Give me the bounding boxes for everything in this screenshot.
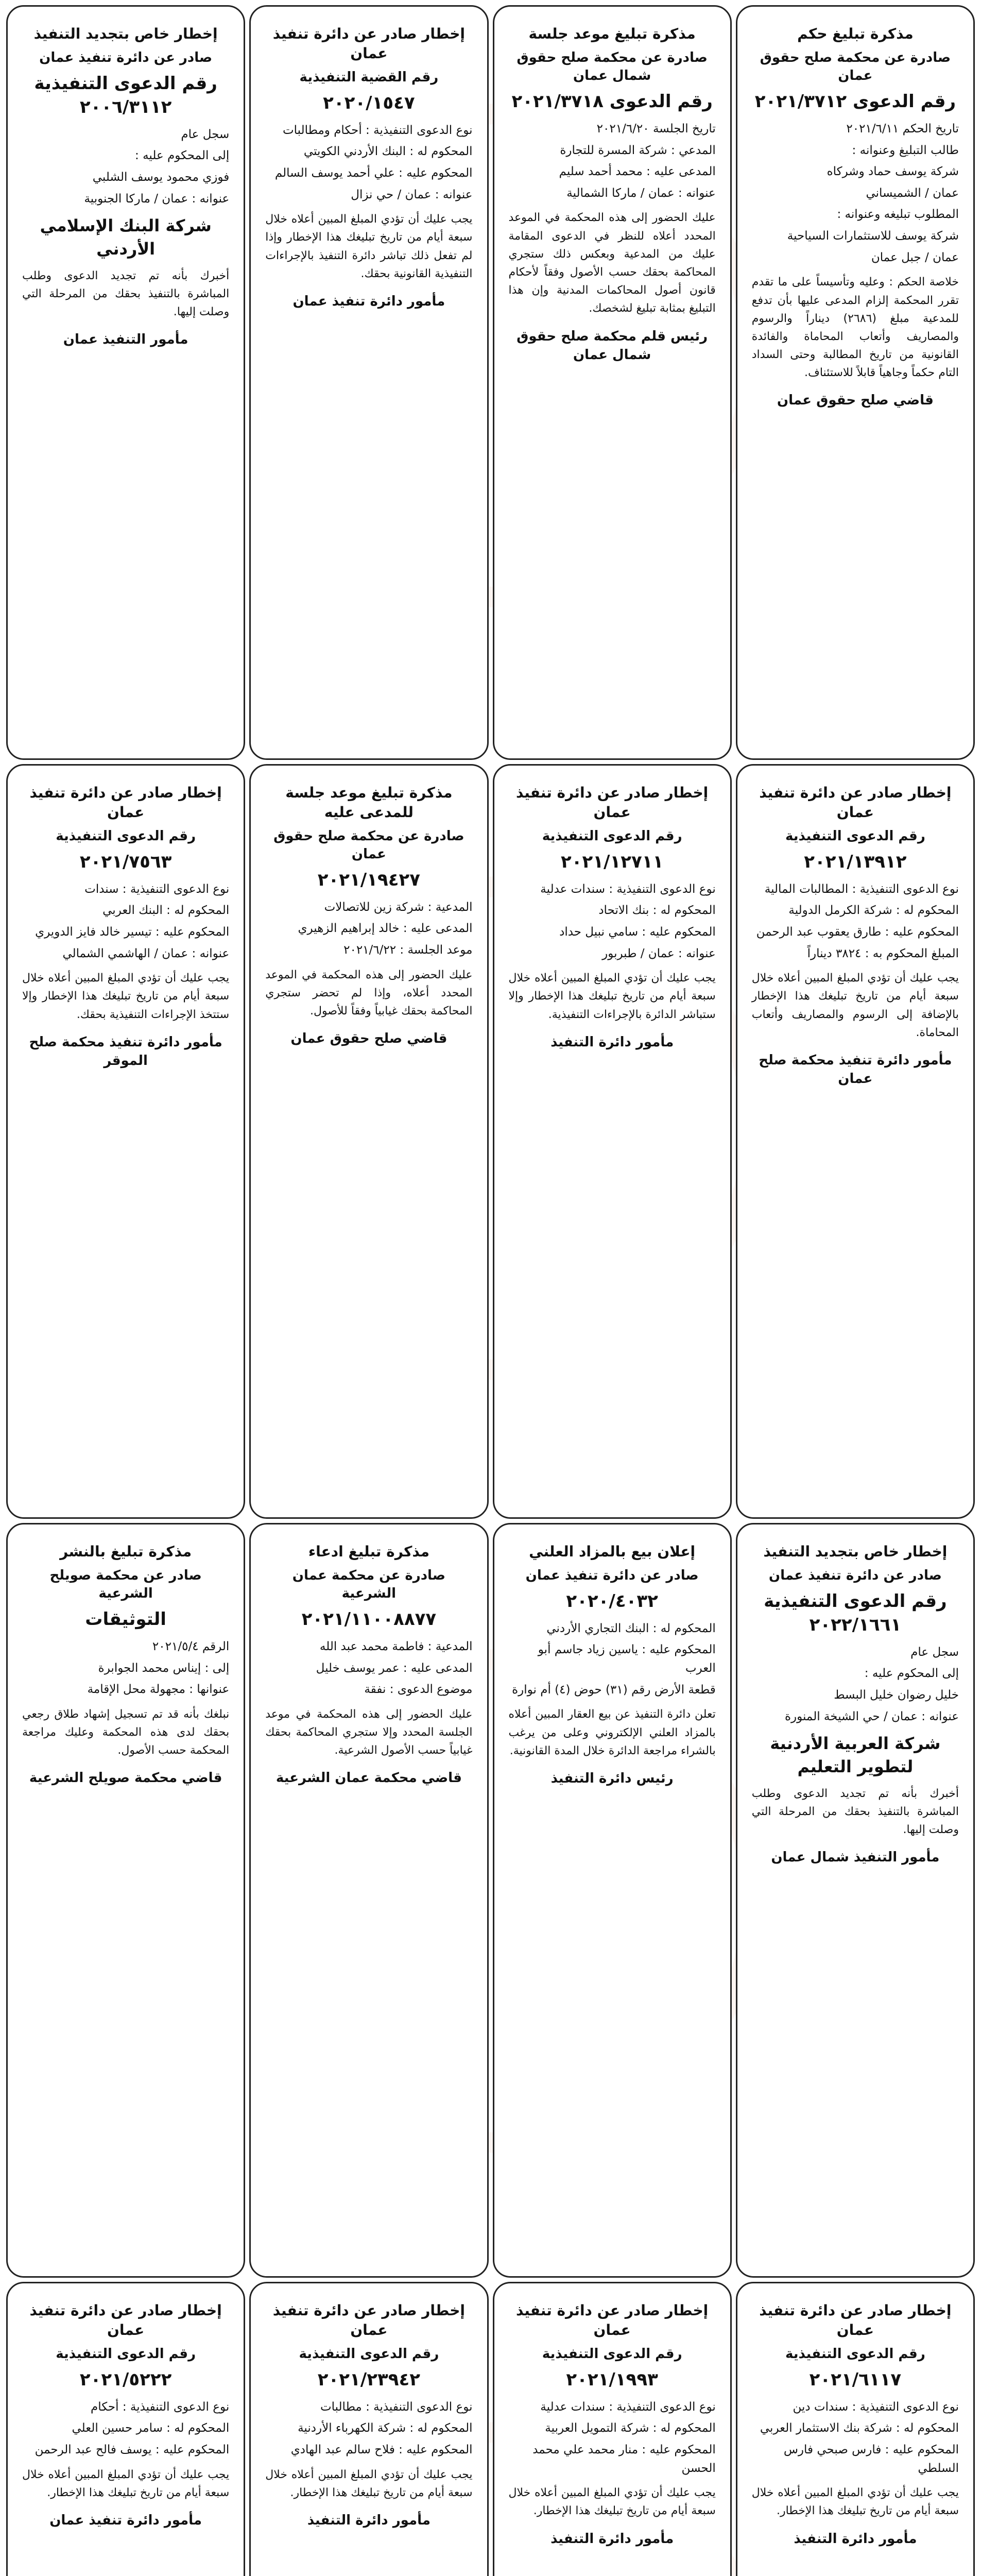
notice-body: نبلغك بأنه قد تم تسجيل إشهاد طلاق رجعي بحقك لدى هذه المحكمة وعليك مراجعة المحكمة حسب الأصول. [22, 1707, 230, 1757]
notice-subtitle: رقم الدعوى التنفيذية [56, 2346, 196, 2362]
notice-line: المحكوم له : شركة الكرمل الدولية [788, 904, 959, 918]
notice-signature: مأمور دائرة تنفيذ محكمة صلح عمان [759, 1052, 952, 1087]
case-number: ٢٠٢١/١٢٧١١ [561, 851, 664, 872]
notice-line: المحكوم له : شركة التمويل العربية [545, 2421, 716, 2435]
legal-notice [493, 1523, 732, 2278]
notice-signature: مأمور التنفيذ عمان [63, 332, 188, 348]
notice-line: إلى : إيناس محمد الجوابرة [98, 1661, 230, 1675]
notice-line: المدعى عليه : عمر يوسف خليل [316, 1661, 473, 1675]
legal-notice [493, 5, 732, 760]
legal-notice [6, 1523, 245, 2278]
notice-line: المدعى عليه : محمد أحمد سليم [559, 165, 716, 179]
notice-line: المحكوم له : شركة الكهرباء الأردنية [298, 2421, 473, 2435]
case-number: ٢٠٢١/١٩٩٣ [566, 2369, 658, 2390]
notice-body: خلاصة الحكم : وعليه وتأسيساً على ما تقدم تقرر المحكمة إلزام المدعى عليها بأن تدفع للمدعية مبلغ (٢٦٨٦) ديناراً والرسوم والمصاريف وأتعاب المحاماة والفائدة القانونية من تاريخ المطالبة وحتى السداد التام حكماً وجاهياً قابلاً للاستئناف. [751, 276, 959, 380]
notice-subtitle: صادر عن دائرة تنفيذ عمان [39, 49, 213, 65]
notice-body: يجب عليك أن تؤدي المبلغ المبين أعلاه خلال سبعة أيام من تاريخ تبليغك هذا الإخطار وإلا ستباشر الدائرة بالإجراءات التنفيذية. [508, 972, 716, 1021]
notice-body: أخبرك بأنه تم تجديد الدعوى وطلب المباشرة بالتنفيذ بحقك من المرحلة التي وصلت إليها. [751, 1787, 959, 1837]
notice-body: عليك الحضور إلى هذه المحكمة في الموعد المحدد أعلاه، وإذا لم تحضر ستجري المحاكمة بحقك غيابياً وفقاً للأصول. [265, 968, 473, 1018]
notice-body: يجب عليك أن تؤدي المبلغ المبين أعلاه خلال سبعة أيام من تاريخ تبليغك هذا الإخطار بالإضافة إلى الرسوم والمصاريف وأتعاب المحاماة. [751, 972, 959, 1039]
notice-signature: مأمور دائرة التنفيذ [794, 2531, 917, 2547]
notice-line: المحكوم عليه : طارق يعقوب عبد الرحمن [756, 925, 959, 939]
notice-line: شركة يوسف حماد وشركاه [827, 165, 959, 179]
notice-title: إخطار صادر عن دائرة تنفيذ عمان [759, 2302, 952, 2338]
legal-notice [249, 2282, 488, 2576]
notice-subtitle: صادر عن دائرة تنفيذ عمان [525, 1567, 699, 1583]
notice-line: نوع الدعوى التنفيذية : سندات عدلية [540, 882, 716, 896]
notice-line: المدعي : شركة المسرة للتجارة [560, 143, 716, 157]
notice-title: إخطار صادر عن دائرة تنفيذ عمان [29, 784, 222, 821]
notice-signature: رئيس قلم محكمة صلح حقوق شمال عمان [517, 328, 708, 363]
notice-title: إخطار صادر عن دائرة تنفيذ عمان [272, 2302, 465, 2338]
notice-line: المحكوم عليه : سامي نبيل حداد [559, 925, 716, 939]
notice-line: المحكوم له : البنك التجاري الأردني [546, 1621, 716, 1635]
notice-signature: رئيس دائرة التنفيذ [550, 1770, 674, 1786]
notice-subtitle: صادرة عن محكمة صلح حقوق شمال عمان [517, 49, 708, 83]
notices-grid [6, 5, 975, 2576]
notice-title: إخطار صادر عن دائرة تنفيذ عمان [272, 25, 465, 62]
notice-line: المحكوم عليه : ياسين زياد جاسم أبو العرب [538, 1643, 716, 1675]
notice-line: المحكوم عليه : منار محمد علي محمد الحسن [532, 2443, 716, 2475]
notice-subtitle: صادرة عن محكمة صلح حقوق عمان [760, 49, 951, 83]
notice-title: مذكرة تبليغ موعد جلسة [528, 25, 696, 42]
notice-title: مذكرة تبليغ ادعاء [308, 1543, 429, 1560]
case-number: ٢٠٢١/٦١١٧ [809, 2369, 902, 2390]
notice-line: المدعية : شركة زين للاتصالات [324, 900, 473, 914]
notice-body: عليك الحضور إلى هذه المحكمة في الموعد المحدد أعلاه للنظر في الدعوى المقامة عليك من المدعية وبعكس ذلك ستجري المحاكمة بحقك حسب الأصول وفقاً لأحكام قانون أصول المحاكمات المدنية وإن هذا التبليغ بمثابة تبليغ لشخصك. [508, 211, 716, 315]
notice-subtitle: صادرة عن محكمة عمان الشرعية [292, 1567, 445, 1601]
legal-notice [736, 2282, 975, 2576]
notice-signature: قاضي صلح حقوق عمان [290, 1031, 448, 1047]
notice-subtitle: رقم الدعوى التنفيذية [56, 828, 196, 844]
notice-line: عنوانه : عمان / ماركا الشمالية [566, 186, 716, 200]
notice-subtitle: صادرة عن محكمة صلح حقوق عمان [273, 828, 464, 862]
notice-signature: مأمور دائرة التنفيذ [550, 1034, 674, 1050]
notice-title: إخطار خاص بتجديد التنفيذ [33, 25, 218, 42]
notice-line: تاريخ الجلسة ٢٠٢١/٦/٢٠ [596, 122, 716, 135]
case-number: ٢٠٢١/٥٢٢٢ [79, 2369, 172, 2390]
legal-notice [249, 764, 488, 1519]
legal-notice [736, 1523, 975, 2278]
case-number: رقم الدعوى ٢٠٢١/٣٧١٢ [754, 91, 956, 112]
notice-title: إخطار صادر عن دائرة تنفيذ عمان [759, 784, 952, 821]
notice-body: يجب عليك أن تؤدي المبلغ المبين أعلاه خلال سبعة أيام من تاريخ تبليغك هذا الإخطار. [751, 2486, 959, 2518]
notice-line: المحكوم عليه : فلاح سالم عبد الهادي [290, 2443, 473, 2456]
notice-line: قطعة الأرض رقم (٣١) حوض (٤) أم نوارة [512, 1683, 716, 1697]
notice-subtitle: رقم الدعوى التنفيذية [542, 828, 682, 844]
notice-line: نوع الدعوى التنفيذية : سندات [84, 882, 230, 896]
case-number: ٢٠٢١/١٩٤٢٧ [317, 869, 420, 890]
case-number: رقم الدعوى التنفيذية ٢٠٠٦/٣١١٢ [34, 73, 217, 117]
notice-line: طالب التبليغ وعنوانه : [852, 143, 959, 157]
notice-line: عمان / جبل عمان [871, 250, 959, 264]
notice-title: إخطار خاص بتجديد التنفيذ [763, 1543, 948, 1560]
notice-line: المحكوم عليه : علي أحمد يوسف السالم [274, 166, 473, 180]
notice-subtitle: صادر عن دائرة تنفيذ عمان [768, 1567, 942, 1583]
notice-line: نوع الدعوى التنفيذية : سندات دين [793, 2400, 959, 2414]
notice-line: إلى المحكوم عليه : [864, 1667, 959, 1681]
notice-line: نوع الدعوى التنفيذية : سندات عدلية [540, 2400, 716, 2414]
notice-line: شركة يوسف للاستثمارات السياحية [787, 229, 959, 243]
notice-title: إعلان بيع بالمزاد العلني [529, 1543, 696, 1560]
notice-subtitle: رقم الدعوى التنفيذية [299, 2346, 439, 2362]
notice-title: إخطار صادر عن دائرة تنفيذ عمان [516, 784, 709, 821]
notice-line: المحكوم عليه : تيسير خالد فايز الدويري [35, 925, 230, 939]
notice-body: يجب عليك أن تؤدي المبلغ المبين أعلاه خلال سبعة أيام من تاريخ تبليغك هذا الإخطار وإلا ستتخذ الإجراءات التنفيذية بحقك. [22, 972, 230, 1021]
notice-line: نوع الدعوى التنفيذية : أحكام [90, 2400, 230, 2414]
notice-line: المحكوم له : البنك العربي [102, 904, 230, 918]
notice-line: المحكوم له : شركة بنك الاستثمار العربي [760, 2421, 959, 2435]
notice-title: إخطار صادر عن دائرة تنفيذ عمان [516, 2302, 709, 2338]
notice-line: سجل عام [910, 1645, 959, 1659]
legal-notice [6, 764, 245, 1519]
legal-notice [6, 5, 245, 760]
notice-line: موعد الجلسة : ٢٠٢١/٦/٢٢ [343, 943, 473, 957]
notice-signature: قاضي محكمة عمان الشرعية [276, 1770, 462, 1786]
notice-signature: مأمور دائرة التنفيذ [307, 2512, 431, 2528]
case-number: ٢٠٢٠/١٥٤٧ [323, 92, 415, 113]
notice-title: إخطار صادر عن دائرة تنفيذ عمان [29, 2302, 222, 2338]
notice-subtitle: رقم الدعوى التنفيذية [785, 828, 925, 844]
notice-signature: مأمور دائرة التنفيذ [550, 2531, 674, 2547]
notice-line: موضوع الدعوى : نفقة [364, 1683, 473, 1697]
notice-line: تاريخ الحكم ٢٠٢١/٦/١١ [846, 122, 959, 135]
case-number: التوثيقات [85, 1608, 166, 1630]
notice-line: المدعى عليه : خالد إبراهيم الزهيري [298, 922, 473, 936]
notice-line: فوزي محمود يوسف الشلبي [92, 170, 230, 184]
notice-body: أخبرك بأنه تم تجديد الدعوى وطلب المباشرة بالتنفيذ بحقك من المرحلة التي وصلت إليها. [22, 269, 230, 319]
legal-notice [736, 764, 975, 1519]
notice-subtitle: رقم القضية التنفيذية [299, 69, 439, 85]
notice-line: عنوانه : عمان / الهاشمي الشمالي [62, 946, 230, 960]
legal-notice [493, 2282, 732, 2576]
notice-body: عليك الحضور إلى هذه المحكمة في موعد الجلسة المحدد وإلا ستجري المحاكمة بحقك غيابياً حسب الأصول الشرعية. [265, 1707, 473, 1757]
notice-signature: مأمور دائرة تنفيذ محكمة صلح الموقر [29, 1034, 222, 1069]
notice-line: المحكوم له : سامر حسين العلي [72, 2421, 230, 2435]
legal-notice [6, 2282, 245, 2576]
notice-line: الرقم ٢٠٢١/٥/٤ [152, 1639, 230, 1653]
notice-title: مذكرة تبليغ موعد جلسة للمدعى عليه [285, 784, 453, 821]
legal-notice [493, 764, 732, 1519]
legal-notice [249, 5, 488, 760]
notice-signature: مأمور دائرة تنفيذ عمان [292, 293, 445, 309]
notice-line: نوع الدعوى التنفيذية : أحكام ومطالبات [282, 123, 473, 137]
case-number: ٢٠٢١/٧٥٦٣ [79, 851, 172, 872]
notice-line: نوع الدعوى التنفيذية : مطالبات [320, 2400, 473, 2414]
case-number: رقم الدعوى التنفيذية ٢٠٢٢/١٦٦١ [764, 1590, 947, 1635]
notice-body: يجب عليك أن تؤدي المبلغ المبين أعلاه خلال سبعة أيام من تاريخ تبليغك هذا الإخطار. [265, 2468, 473, 2499]
notice-line: سجل عام [181, 127, 230, 141]
notice-line: عنوانه : عمان / طبربور [602, 946, 716, 960]
notice-line: المطلوب تبليغه وعنوانه : [837, 208, 959, 222]
notice-line: إلى المحكوم عليه : [135, 149, 230, 163]
notice-line: المحكوم عليه : فارس صبحي فارس السلطي [783, 2443, 959, 2475]
case-number: ٢٠٢٠/٤٠٣٢ [566, 1590, 658, 1612]
notice-signature: مأمور دائرة تنفيذ عمان [49, 2512, 202, 2528]
notice-line: المبلغ المحكوم به : ٣٨٢٤ ديناراً [807, 946, 959, 960]
notice-title: مذكرة تبليغ حكم [797, 25, 914, 42]
case-number: ٢٠٢١/١١٠٠٨٨٧٧ [301, 1608, 437, 1630]
legal-notice [249, 1523, 488, 2278]
notice-signature: مأمور التنفيذ شمال عمان [771, 1850, 940, 1866]
notice-line: خليل رضوان خليل البسط [834, 1688, 959, 1702]
notice-line: المدعية : فاطمة محمد عبد الله [319, 1639, 473, 1653]
legal-notice [736, 5, 975, 760]
notice-body: يجب عليك أن تؤدي المبلغ المبين أعلاه خلال سبعة أيام من تاريخ تبليغك هذا الإخطار وإذا لم تفعل ذلك تباشر دائرة التنفيذ بالإجراءات التنفيذية القانونية بحقك. [265, 213, 473, 280]
notice-line: عنوانه : عمان / حي الشيخة المنورة [784, 1709, 959, 1723]
notice-signature: قاضي صلح حقوق عمان [777, 393, 934, 409]
notice-line: عنوانها : مجهولة محل الإقامة [87, 1683, 230, 1697]
notice-body: تعلن دائرة التنفيذ عن بيع العقار المبين أعلاه بالمزاد العلني الإلكتروني وعلى من يرغب بالشراء مراجعة الدائرة خلال المدة القانونية. [508, 1708, 716, 1757]
notice-line: المحكوم له : البنك الأردني الكويتي [303, 145, 473, 159]
notice-line: عمان / الشميساني [866, 186, 959, 200]
notice-line: نوع الدعوى التنفيذية : المطالبات المالية [764, 882, 959, 896]
notice-body: يجب عليك أن تؤدي المبلغ المبين أعلاه خلال سبعة أيام من تاريخ تبليغك هذا الإخطار. [508, 2486, 716, 2518]
case-number: ٢٠٢١/٢٣٩٤٢ [317, 2369, 420, 2390]
notice-line: المحكوم له : بنك الاتحاد [598, 904, 716, 918]
party-name: شركة العربية الأردنية لتطوير التعليم [770, 1734, 941, 1777]
notice-signature: قاضي محكمة صويلح الشرعية [29, 1770, 222, 1786]
notice-title: مذكرة تبليغ بالنشر [60, 1543, 192, 1560]
notice-line: عنوانه : عمان / حي نزال [351, 188, 473, 201]
notice-subtitle: رقم الدعوى التنفيذية [542, 2346, 682, 2362]
notice-line: المحكوم عليه : يوسف فالح عبد الرحمن [35, 2443, 230, 2456]
notice-body: يجب عليك أن تؤدي المبلغ المبين أعلاه خلال سبعة أيام من تاريخ تبليغك هذا الإخطار. [22, 2468, 230, 2499]
case-number: ٢٠٢١/١٣٩١٢ [804, 851, 907, 872]
case-number: رقم الدعوى ٢٠٢١/٣٧١٨ [511, 91, 713, 112]
party-name: شركة البنك الإسلامي الأردني [40, 216, 212, 259]
notice-subtitle: صادر عن محكمة صويلح الشرعية [49, 1567, 202, 1601]
notice-subtitle: رقم الدعوى التنفيذية [785, 2346, 925, 2362]
notice-line: عنوانه : عمان / ماركا الجنوبية [84, 192, 230, 206]
